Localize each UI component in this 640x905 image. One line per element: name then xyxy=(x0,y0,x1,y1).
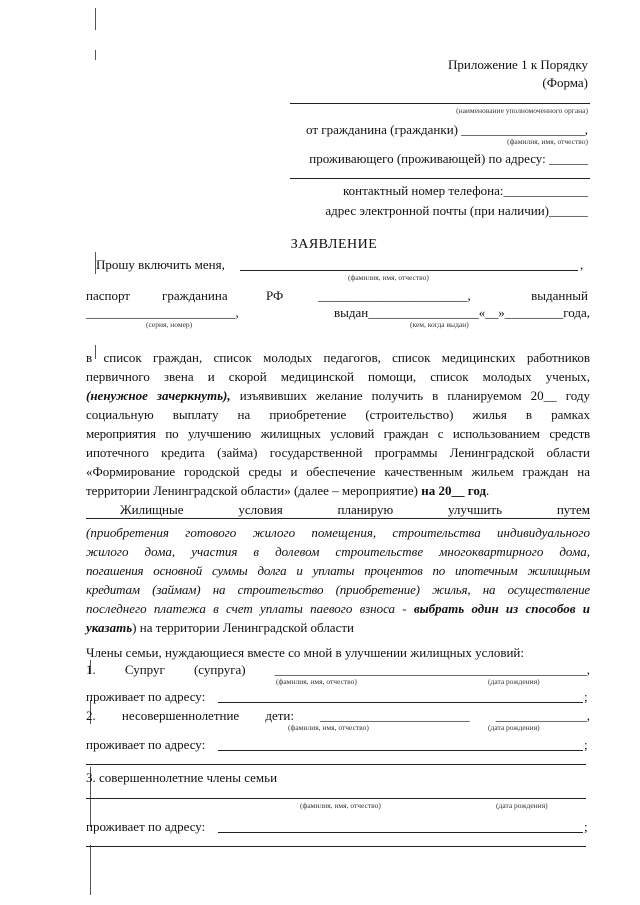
citizen-word: гражданина xyxy=(162,288,228,303)
options-line-5-text: последнего платежа в счет уплаты паевого взноса - xyxy=(86,601,414,616)
body-line-7: «Формирование городской среды и обеспечение качественным жильем граждан на xyxy=(86,464,590,479)
from-citizen-line: от гражданина (гражданки) ___________________, xyxy=(306,122,588,137)
adults-extra-field[interactable] xyxy=(86,846,586,847)
minors-line[interactable]: 2. несовершеннолетние дети: _______________________ ______________, xyxy=(86,708,590,723)
citizen-fio-caption: (фамилия, имя, отчество) xyxy=(507,137,588,146)
issued-line[interactable]: _______________________, выдан_________________«__»_________года, xyxy=(86,305,590,320)
email-line: адрес электронной почты (при наличии)______ xyxy=(325,203,588,218)
series-caption: (серия, номер) xyxy=(146,320,193,329)
minors-birth-caption: (дата рождения) xyxy=(488,723,540,732)
issued-caption: (кем, когда выдан) xyxy=(410,320,469,329)
minors-address-field[interactable] xyxy=(218,750,583,751)
appendix-label: Приложение 1 к Порядку xyxy=(448,57,588,72)
phone-line: контактный номер телефона:_____________ xyxy=(342,183,588,198)
options-line-2: жилого дома, участия в долевом строительстве многоквартирного дома, xyxy=(86,544,590,559)
request-prefix: Прошу включить меня, xyxy=(96,257,225,272)
strike-note: (ненужное зачеркнуть), xyxy=(86,388,231,403)
body-line-6: ипотечного кредита (займа) государственной программы Ленинградской области xyxy=(86,445,590,460)
request-comma: , xyxy=(580,257,584,272)
adults-line: 3. совершеннолетние члены семьи xyxy=(86,770,278,785)
passport-blank[interactable]: _______________________, xyxy=(318,288,471,303)
options-line-3: погашения основной суммы долга и уплаты процентов по ипотечным жилищным xyxy=(86,563,590,578)
specify-note: указать xyxy=(86,620,133,635)
options-line-1: (приобретения готового жилого помещения, строительства индивидуального xyxy=(86,525,590,540)
margin-mark xyxy=(90,845,91,895)
spouse-address-label: проживает по адресу: xyxy=(86,689,206,704)
options-line-6-rest: ) на территории Ленинградской области xyxy=(132,620,354,635)
applicant-fio-field[interactable] xyxy=(240,270,578,271)
options-line-4: кредитам (займам) на строительство (приобретение) жилья, на осуществление xyxy=(86,582,590,597)
adults-birth-caption: (дата рождения) xyxy=(496,801,548,810)
adults-address-field[interactable] xyxy=(218,832,583,833)
body-line-8-text: территории Ленинградской области» (далее – мероприятие) xyxy=(86,483,422,498)
address-field[interactable] xyxy=(290,178,590,179)
body-line-2: первичного звена и скорой медицинской помощи, список молодых ученых, xyxy=(86,369,590,384)
body-line-8-end: . xyxy=(486,483,490,498)
adults-address-end: ; xyxy=(584,819,588,834)
minors-extra-field[interactable] xyxy=(86,764,586,765)
choose-one-note: выбрать один из способов и xyxy=(413,601,590,616)
method-field[interactable] xyxy=(86,518,590,519)
body-line-1: в список граждан, список молодых педагогов, список медицинских работников xyxy=(86,350,590,365)
margin-mark xyxy=(95,8,96,30)
adults-fio-caption: (фамилия, имя, отчество) xyxy=(300,801,381,810)
applicant-fio-caption: (фамилия, имя, отчество) xyxy=(348,273,429,282)
options-line-5 xyxy=(86,602,590,615)
adults-address-label: проживает по адресу: xyxy=(86,819,206,834)
minors-fio-caption: (фамилия, имя, отчество) xyxy=(288,723,369,732)
body-line-3 xyxy=(86,389,590,402)
spouse-birth-caption: (дата рождения) xyxy=(488,677,540,686)
minors-address-end: ; xyxy=(584,737,588,752)
body-line-4: социальную выплату на приобретение (строительство) жилья в рамках xyxy=(86,407,590,422)
form-label: (Форма) xyxy=(542,75,588,90)
residing-line: проживающего (проживающей) по адресу: ______ xyxy=(309,151,588,166)
minors-address-label: проживает по адресу: xyxy=(86,737,206,752)
body-line-8 xyxy=(86,484,489,497)
program-year: на 20__ год xyxy=(421,483,487,498)
spouse-address-end: ; xyxy=(584,689,588,704)
options-line-6 xyxy=(86,621,354,634)
document-title: ЗАЯВЛЕНИЕ xyxy=(290,237,378,252)
passport-word: паспорт xyxy=(86,288,130,303)
spouse-line[interactable]: 1. Супруг (супруга) ________________________________________________, xyxy=(86,662,590,677)
margin-mark xyxy=(95,50,96,60)
family-heading: Члены семьи, нуждающиеся вместе со мной в улучшении жилищных условий: xyxy=(86,645,525,660)
issued-word: выданный xyxy=(531,288,588,303)
spouse-address-field[interactable] xyxy=(218,702,583,703)
org-caption: (наименование уполномоченного органа) xyxy=(456,106,588,115)
rf-word: РФ xyxy=(266,288,284,303)
body-line-9: Жилищные условия планирую улучшить путем xyxy=(120,502,590,517)
org-field[interactable] xyxy=(290,103,590,104)
body-line-3-rest: изъявивших желание получить в планируемом 20__ году xyxy=(230,388,590,403)
spouse-fio-caption: (фамилия, имя, отчество) xyxy=(276,677,357,686)
adults-field[interactable] xyxy=(86,798,586,799)
body-line-5: мероприятия по улучшению жилищных условий граждан с использованием средств xyxy=(86,426,590,441)
